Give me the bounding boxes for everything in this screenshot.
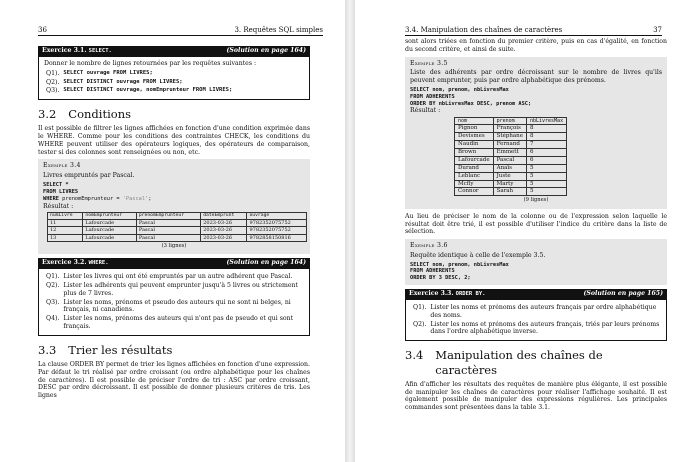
question-number: Q1). [413, 304, 427, 312]
example-3-4 [38, 159, 310, 254]
table-cell: Brown [455, 149, 494, 157]
example-description: Requête identique à celle de l'exemple 3.5. [410, 251, 546, 259]
question-number: Q2). [46, 78, 60, 86]
code-line: FROM ADHERENTS [410, 93, 455, 100]
paragraph: Afin d'afficher les résultats des requêtes de manière plus élégante, il est possible de manipuler les chaînes de caractères pour réaliser l'affichage souhaité. Il est également possible de manipuler des expressions régulières. Les principales commandes sont présentées dans la table 3.1. [405, 380, 667, 412]
right-page [355, 0, 700, 462]
table-cell: 5 [526, 172, 566, 180]
code-block [410, 262, 662, 283]
paragraph: Il est possible de filtrer les lignes affichées en fonction d'une condition exprimée dans le WHERE. Comme pour les conditions des contraintes CHECK, les conditions du WHERE peuvent utiliser des opérateurs logiques, des opérateurs de comparaison, tester si des colonnes sont renseignées ou non, etc. [38, 125, 310, 156]
question-text: Lister les adhérents qui peuvent emprunter jusqu'à 5 livres ou strictement plus de 7 livres. [63, 282, 299, 297]
question-text: Lister les noms et prénoms des auteurs français, triés par leurs prénoms dans l'ordre alphabétique inverse. [430, 320, 660, 336]
row-count: (3 lignes) [161, 242, 187, 249]
table-cell: Devismes [455, 133, 494, 141]
running-head [405, 26, 662, 36]
running-head [38, 26, 323, 36]
book-gutter [345, 0, 355, 462]
section-heading [38, 107, 310, 121]
table-row [48, 220, 307, 227]
section-heading [405, 348, 667, 377]
code-string: 'Pascal' [122, 195, 149, 202]
table-cell: 8 [526, 125, 566, 133]
table-cell: Anaïs [493, 164, 526, 172]
table-row [455, 141, 567, 149]
question-number: Q3). [46, 87, 60, 95]
table-cell: Fernand [493, 141, 526, 149]
column-header: dateEmprunt [201, 213, 247, 220]
paragraph: La clause ORDER BY permet de trier les lignes affichées en fonction d'une expression. Par défaut le tri réalisé par ordre croissant (ou ordre alphabétique pour les chaînes de caractères). Il est possible de préciser l'ordre de tri : ASC par ordre croissant, DESC par ordre décroissant. Il est possible de donner plusieurs critères de tris. Les lignes [38, 361, 310, 399]
question-code: SELECT DISTINCT ouvrage, nomEmprunteur FROM LIVRES; [63, 87, 233, 94]
table-cell: Marty [493, 180, 526, 188]
table-cell: Stéphane [493, 133, 526, 141]
result-label: Résultat : [410, 107, 441, 115]
exercise-title: Exercice 3.2. [42, 259, 87, 267]
table-cell: Leblanc [455, 172, 494, 180]
column-header: ouvrage [247, 213, 307, 220]
question-code: SELECT DISTINCT ouvrage FROM LIVRES; [63, 78, 183, 85]
code-condition: prenomEmprunteur = [58, 195, 123, 202]
row-count: (9 lignes) [523, 197, 549, 204]
question-number: Q2). [46, 282, 60, 290]
table-cell: François [493, 125, 526, 133]
table-row [455, 172, 567, 180]
table-cell: 7 [526, 141, 566, 149]
table-cell: Mcfly [455, 180, 494, 188]
table-cell: 2023-03-26 [201, 220, 247, 227]
result-table [47, 212, 307, 242]
question-text: Lister les livres qui ont été empruntés par un autre adhérent que Pascal. [63, 273, 293, 281]
table-cell: Pascal [136, 227, 200, 234]
table-cell: 5 [526, 164, 566, 172]
table-cell: 11 [48, 220, 83, 227]
table-cell: 2023-03-26 [201, 227, 247, 234]
code-end: ; [148, 195, 152, 202]
result-label: Résultat : [43, 202, 74, 210]
example-3-5 [405, 57, 667, 209]
question-number: Q4). [46, 315, 60, 323]
section-number: 3.2 [38, 107, 57, 121]
table-header-row [48, 213, 307, 220]
exercise-title: Exercice 3.3. [409, 290, 454, 298]
right-content [405, 38, 667, 414]
code-block [43, 182, 305, 203]
table-cell: Naudin [455, 141, 494, 149]
table-cell: Pascal [136, 220, 200, 227]
table-cell: 5 [526, 188, 566, 196]
page-number: 36 [38, 26, 47, 34]
table-cell: 2023-03-26 [201, 234, 247, 241]
question [46, 273, 304, 281]
table-row [455, 125, 567, 133]
table-cell: Connor [455, 188, 494, 196]
paragraph: Au lieu de préciser le nom de la colonne ou de l'expression selon laquelle le résultat doit être trié, il est possible d'utiliser l'indice du critère dans la liste de sélection. [405, 212, 667, 236]
question-number: Q2). [413, 320, 427, 328]
code-keyword: WHERE [43, 195, 59, 202]
table-cell: 5 [526, 180, 566, 188]
solution-link[interactable]: (Solution en page 164) [226, 259, 306, 267]
section-heading [38, 343, 310, 357]
question-text: Lister les noms et prénoms des auteurs français par ordre alphabétique des noms. [430, 304, 657, 319]
column-header: prenomEmprunteur [136, 213, 200, 220]
table-cell: 8 [526, 133, 566, 141]
section-number: 3.4 [405, 348, 424, 363]
table-row [48, 234, 307, 241]
table-row [455, 188, 567, 196]
left-content [38, 42, 310, 402]
left-page [0, 0, 345, 462]
question-code: SELECT ouvrage FROM LIVRES; [63, 69, 153, 76]
table-cell: Juste [493, 172, 526, 180]
table-cell: Emmett [493, 149, 526, 157]
section-running-title: 3.4. Manipulation des chaînes de caractères [405, 26, 563, 34]
exercise-3-2-body [38, 268, 310, 335]
exercise-intro: Donner le nombre de lignes retournées par les requêtes suivantes : [44, 60, 257, 67]
code-line: SELECT nom, prenom, nbLivresMax [410, 86, 509, 93]
table-cell: 9782352075752 [247, 227, 307, 234]
question [46, 79, 304, 87]
table-cell: 13 [48, 234, 83, 241]
column-header: nomEmprunteur [83, 213, 136, 220]
question [46, 282, 304, 298]
example-label: Exemple 3.6 [410, 242, 448, 249]
code-line: SELECT * [43, 181, 69, 188]
exercise-keyword: SELECT. [88, 48, 112, 54]
table-header-row [455, 118, 567, 125]
table-cell: Durand [455, 164, 494, 172]
question [413, 321, 661, 337]
table-cell: Lafourcade [455, 156, 494, 164]
solution-link[interactable]: (Solution en page 165) [583, 290, 663, 298]
section-title: Manipulation des chaînes de caractères [435, 348, 603, 377]
table-row [455, 156, 567, 164]
code-line: SELECT nom, prenom, nbLivresMax [410, 261, 509, 268]
section-title: Trier les résultats [68, 342, 173, 357]
code-line: ORDER BY 3 DESC, 2; [410, 275, 471, 282]
question-number: Q3). [46, 298, 60, 306]
section-title: Conditions [68, 107, 131, 121]
example-3-6 [405, 239, 667, 285]
table-row [455, 149, 567, 157]
exercise-3-1-header [38, 46, 310, 56]
paragraph: sont alors triées en fonction du premier critère, puis en cas d'égalité, en fonction du second critère, et ainsi de suite. [405, 38, 667, 53]
table-cell: 12 [48, 227, 83, 234]
column-header: nbLivresMax [526, 118, 566, 125]
example-description: Liste des adhérents par ordre décroissant sur le nombre de livres qu'ils peuvent emprunter, puis par ordre alphabétique des prénoms. [410, 69, 662, 84]
example-label: Exemple 3.4 [43, 162, 81, 170]
table-cell: 9782858150816 [247, 234, 307, 241]
question [46, 87, 304, 95]
table-cell: Sarah [493, 188, 526, 196]
solution-link[interactable]: (Solution en page 164) [226, 47, 306, 54]
question [46, 315, 304, 331]
code-block [410, 87, 662, 108]
question-text: Lister les noms, prénoms des auteurs qui n'ont pas de pseudo et qui sont français. [63, 315, 294, 330]
exercise-3-2-header [38, 258, 310, 268]
table-cell: Lafourcade [83, 234, 136, 241]
column-header: nom [455, 118, 494, 125]
exercise-3-3-header [405, 289, 667, 299]
example-description: Livres empruntés par Pascal. [43, 172, 135, 180]
table-row [455, 180, 567, 188]
code-line: FROM ADHERENTS [410, 268, 455, 275]
table-cell: Pascal [136, 234, 200, 241]
table-cell: Pascal [493, 156, 526, 164]
result-table [454, 117, 567, 196]
chapter-title: 3. Requêtes SQL simples [234, 26, 323, 34]
exercise-3-3-body [405, 299, 667, 341]
page-number: 37 [653, 26, 662, 34]
column-header: prenom [493, 118, 526, 125]
question [46, 299, 304, 315]
question-number: Q1). [46, 69, 60, 77]
section-number: 3.3 [38, 342, 57, 357]
exercise-3-1-body [38, 56, 310, 100]
table-cell: 9782352075752 [247, 220, 307, 227]
code-line: ORDER BY nbLivresMax DESC, prenom ASC; [410, 100, 532, 107]
code-line: FROM LIVRES [43, 188, 79, 195]
question [46, 70, 304, 78]
exercise-keyword: ORDER BY. [455, 291, 486, 298]
exercise-title: Exercice 3.1. [42, 47, 87, 54]
table-cell: Lafourcade [83, 227, 136, 234]
exercise-keyword: WHERE. [88, 260, 109, 267]
table-cell: Pignon [455, 125, 494, 133]
table-cell: 6 [526, 149, 566, 157]
question-number: Q1). [46, 273, 60, 281]
example-label: Exemple 3.5 [410, 59, 448, 67]
table-row [455, 164, 567, 172]
question [413, 304, 661, 320]
table-row [455, 133, 567, 141]
table-row [48, 227, 307, 234]
table-cell: 6 [526, 156, 566, 164]
question-text: Lister les noms, prénoms et pseudo des auteurs qui ne sont ni belges, ni français, ni canadiens. [63, 298, 291, 314]
table-cell: Lafourcade [83, 220, 136, 227]
column-header: numLivre [48, 213, 83, 220]
